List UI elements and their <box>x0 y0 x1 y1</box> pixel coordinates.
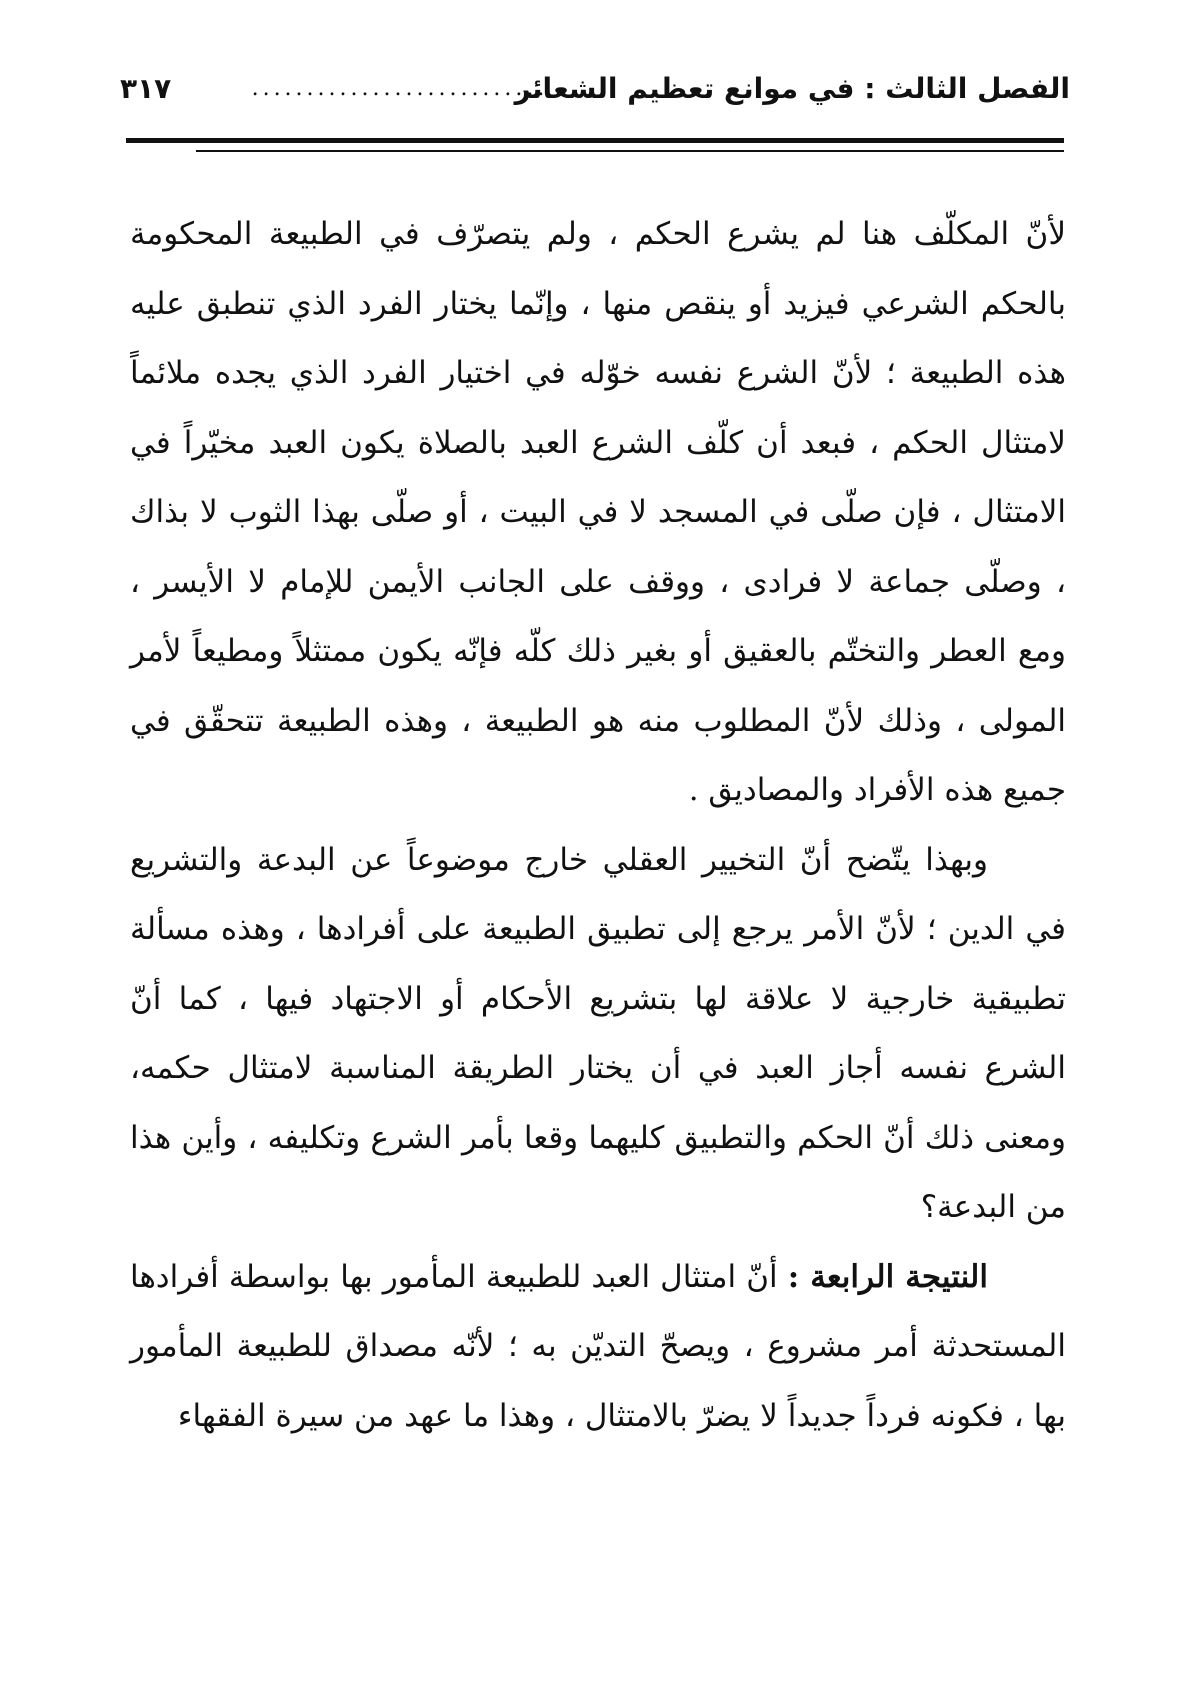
leader-dots: ........................... <box>251 76 549 101</box>
paragraph-2: وبهذا يتّضح أنّ التخيير العقلي خارج موضوعاً عن البدعة والتشريع في الدين ؛ لأنّ الأمر يرجع إلى تطبيق الطبيعة على أفرادها ، وهذه مسألة تطبيقية خارجية لا علاقة لها بتشريع الأحكام أو الاجتهاد فيها ، كما أنّ الشرع نفسه أجاز العبد في أن يختار الطريقة المناسبة لامتثال حكمه، ومعنى ذلك أنّ الحكم والتطبيق كليهما وقعا بأمر الشرع وتكليفه ، وأين هذا من البدعة؟ <box>130 841 1066 1225</box>
paragraph-1: لأنّ المكلّف هنا لم يشرع الحكم ، ولم يتصرّف في الطبيعة المحكومة بالحكم الشرعي فيزيد أو ينقص منها ، وإنّما يختار الفرد الذي تنطبق عليه هذه الطبيعة ؛ لأنّ الشرع نفسه خوّله في اختيار الفرد الذي يجده ملائماً لامتثال الحكم ، فبعد أن كلّف الشرع العبد بالصلاة يكون العبد مخيّراً في الامتثال ، فإن صلّى في المسجد لا في البيت ، أو صلّى بهذا الثوب لا بذاك ، وصلّى جماعة لا فرادى ، ووقف على الجانب الأيمن للإمام لا الأيسر ، ومع العطر والتختّم بالعقيق أو بغير ذلك كلّه فإنّه يكون ممتثلاً ومطيعاً لأمر المولى ، وذلك لأنّ المطلوب منه هو الطبيعة ، وهذه الطبيعة تتحقّق في جميع هذه الأفراد والمصاديق . <box>130 216 1066 808</box>
running-header <box>120 64 1070 114</box>
chapter-title: الفصل الثالث : في موانع تعظيم الشعائر <box>514 72 1070 105</box>
body-text <box>130 200 1066 1451</box>
paragraph-3-text: أنّ امتثال العبد للطبيعة المأمور بها بواسطة أفرادها المستحدثة أمر مشروع ، ويصحّ التديّن به ؛ لأنّه مصداق للطبيعة المأمور بها ، فكونه فرداً جديداً لا يضرّ بالامتثال ، وهذا ما عهد من سيرة الفقهاء <box>130 1258 1066 1434</box>
paragraph-3 <box>130 1243 1066 1452</box>
header-rule-thick <box>126 138 1064 143</box>
page-number: ٣١٧ <box>120 72 172 105</box>
header-rule-thin <box>196 150 1064 152</box>
result-heading: النتيجة الرابعة : <box>787 1258 988 1295</box>
